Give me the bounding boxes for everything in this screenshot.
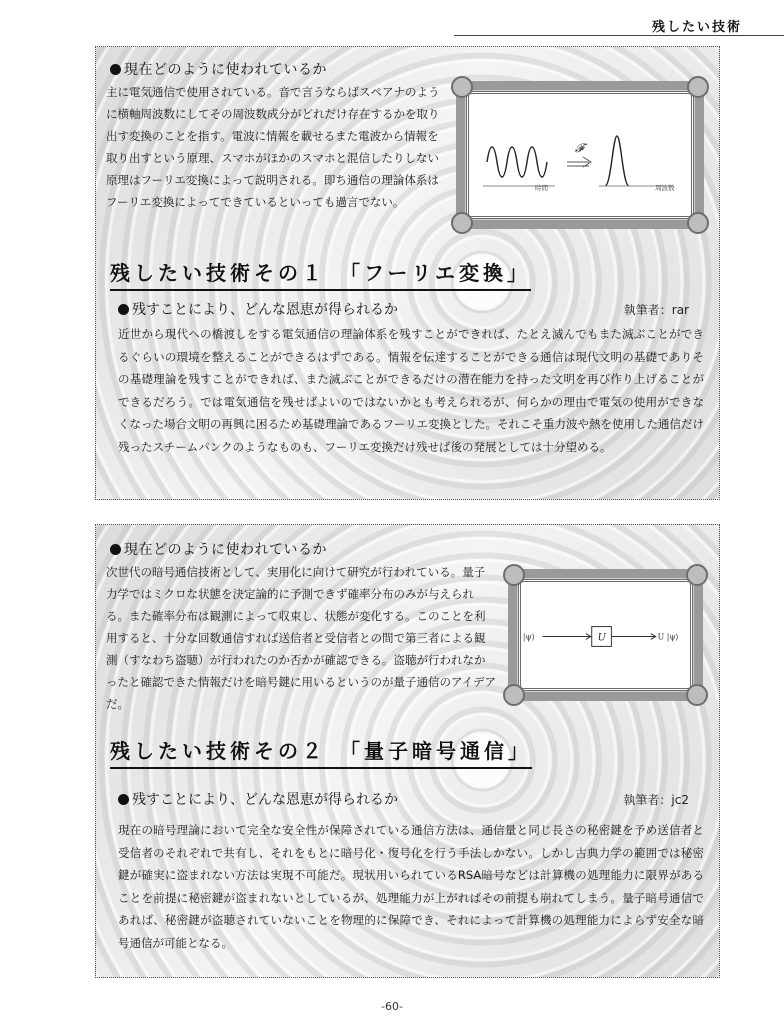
usage-text: 次世代の暗号通信技術として、実用化に向けて研究が行われている。量子力学ではミクロな状態を決定論的に予測できず確率分布のみが与えられる。また確率分布は観測によって収束し、状態が変化する。このことを利用すると、十分な回数通信すれば送信者と受信者との間で第三者による観測（すなわち盗聴）が行われたのか否かが確認できる。盗聴が行われなかったと確認できた情報だけを暗号鍵に用いるというのが量子通信のアイデアだ。	[106, 565, 496, 711]
bullet-icon	[118, 794, 129, 805]
transform-arrow	[567, 157, 591, 167]
gate-label: U	[597, 632, 606, 644]
benefit-text: 近世から現代への橋渡しをする電気通信の理論体系を残すことができれば、たとえ滅んでもまた滅ぶことができるぐらいの環境を整えることができるはずである。情報を伝達することができる通信は現代文明の基礎でありその基礎理論を残すことができれば、また滅ぶことができるだけの潜在能力を持った文明を再び作り上げることができるだろう。では電気通信を残せばよいのではないかとも考えられるが、何らかの理由で電気の使用ができなくなった場合文明の再興に困るため基礎理論であるフーリエ変換とした。それこそ重力波や熱を使用した通信だけ残ったスチームパンクのようなものも、フーリエ変換だけ残せば後の発展としては十分望める。	[118, 327, 704, 454]
benefit-text: 現在の暗号理論において完全な安全性が保障されている通信方法は、通信量と同じ長さの秘密鍵を予め送信者と受信者のそれぞれで共有し、それをもとに暗号化・復号化を行う手法しかない。しかし古典力学の範囲では秘密鍵が確実に盗まれない方法は実現不可能だ。現状用いられているRSA暗号などは計算機の処理能力に限界があることを前提に秘密鍵が盗まれないとしているが、処理能力が上がればその前提も崩れてしまう。量子暗号通信であれば、秘密鍵が盗聴されていないことを物理的に保障でき、それによって計算機の処理能力によらず安全な暗号通信が可能となる。	[118, 823, 704, 950]
frame-corner-ornament	[686, 684, 708, 706]
author-credit: 執筆者：rar	[623, 303, 689, 317]
article-fourier	[95, 46, 720, 500]
benefit-heading	[118, 299, 398, 319]
author-credit: 執筆者：jc2	[623, 793, 689, 807]
page-number: -60-	[381, 1000, 403, 1013]
bullet-icon	[118, 304, 129, 315]
section-title: 残したい技術その２ 「量子暗号通信」	[110, 735, 532, 769]
benefit-heading-text: 残すことにより、どんな恩恵が得られるか	[132, 302, 398, 318]
article-quantum	[95, 524, 720, 978]
section-title: 残したい技術その１ 「フーリエ変換」	[110, 257, 531, 291]
input-state-label: |ψ⟩	[522, 632, 535, 642]
frame-corner-ornament	[686, 564, 708, 586]
time-axis-label: 時間	[535, 184, 548, 192]
frame-corner-ornament	[451, 76, 473, 98]
quantum-diagram	[517, 578, 694, 692]
frame-corner-ornament	[503, 564, 525, 586]
usage-heading-text: 現在どのように使われているか	[124, 542, 327, 558]
usage-heading	[110, 539, 327, 559]
quantum-figure	[508, 569, 703, 701]
time-wave	[487, 147, 547, 177]
frame-corner-ornament	[687, 212, 709, 234]
usage-heading	[110, 59, 327, 79]
header-label: 残したい技術	[651, 20, 742, 35]
header-rule	[454, 35, 784, 36]
fourier-diagram	[465, 90, 695, 220]
frequency-peak	[605, 136, 629, 186]
frame-corner-ornament	[687, 76, 709, 98]
frame-corner-ornament	[451, 212, 473, 234]
output-state-label: U |ψ⟩	[657, 632, 679, 642]
benefit-heading-text: 残すことにより、どんな恩恵が得られるか	[132, 792, 398, 808]
fourier-figure	[456, 81, 704, 229]
bullet-icon	[110, 544, 121, 555]
bullet-icon	[110, 64, 121, 75]
frame-corner-ornament	[503, 684, 525, 706]
benefit-heading	[118, 789, 398, 809]
usage-text: 主に電気通信で使用されている。音で言うならばスペアナのように横軸周波数にしてその周波数成分がどれだけ存在するかを取り出す変換のことを指す。電波に情報を載せるまた電波から情報を取り出すという原理、スマホがほかのスマホと混信したりしない原理はフーリエ変換によって説明される。即ち通信の理論体系はフーリエ変換によってできているといっても過言でない。	[106, 85, 440, 209]
frequency-axis-label: 周波数	[655, 184, 675, 192]
usage-heading-text: 現在どのように使われているか	[124, 62, 327, 78]
transform-symbol: 𝓕	[575, 141, 584, 155]
